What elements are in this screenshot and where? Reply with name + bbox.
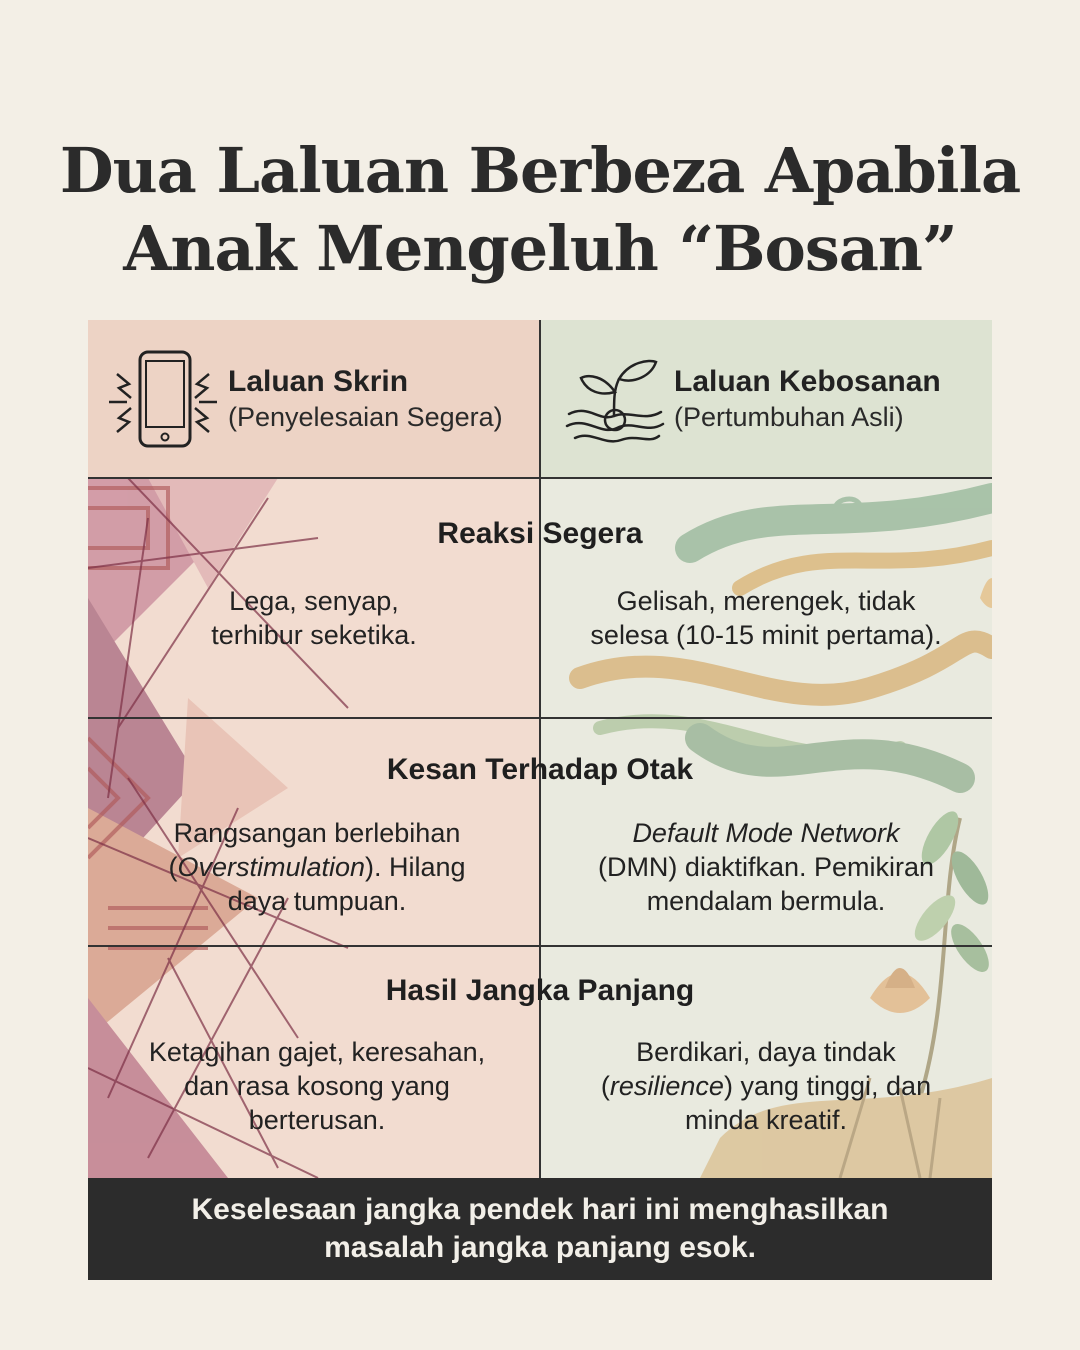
row-1-right-cell: Gelisah, merengek, tidak selesa (10-15 minit pertama).: [590, 586, 942, 650]
title-line-2: Anak Mengeluh “Bosan”: [123, 212, 957, 285]
smartphone-icon: [98, 339, 228, 459]
row-2-left-cell: Rangsangan berlebihan (Overstimulation). Hilang daya tumpuan.: [168, 818, 466, 916]
row-3-left-cell: Ketagihan gajet, keresahan, dan rasa kosong yang berterusan.: [148, 1037, 486, 1135]
right-column-subtitle: (Pertumbuhan Asli): [674, 402, 904, 432]
row-title-hasil-jangka-panjang: Hasil Jangka Panjang: [385, 974, 695, 1007]
row-1-left-cell: Lega, senyap, terhibur seketika.: [211, 586, 417, 650]
sprout-icon: [554, 339, 674, 459]
page-title: [0, 132, 1080, 288]
right-column-header: [554, 320, 992, 478]
title-line-1: Dua Laluan Berbeza Apabila: [59, 134, 1021, 207]
comparison-board: [88, 320, 992, 1178]
row-3-right-cell: Berdikari, daya tindak (resilience) yang tinggi, dan minda kreatif.: [600, 1037, 932, 1135]
footer-banner: [88, 1178, 992, 1280]
row-divider-1: [88, 717, 992, 719]
footer-line-2: masalah jangka panjang esok.: [324, 1231, 756, 1264]
row-2-right-cell: Default Mode Network (DMN) diaktifkan. Pemikiran mendalam bermula.: [597, 818, 935, 916]
row-divider-2: [88, 945, 992, 947]
left-column-subtitle: (Penyelesaian Segera): [228, 402, 503, 432]
left-column-header: [98, 320, 540, 478]
footer-line-1: Keselesaan jangka pendek hari ini menghasilkan: [191, 1193, 889, 1226]
left-column-title: Laluan Skrin: [228, 365, 409, 398]
row-title-reaksi-segera: Reaksi Segera: [437, 517, 643, 550]
row-title-kesan-otak: Kesan Terhadap Otak: [386, 753, 694, 786]
right-column-title: Laluan Kebosanan: [674, 365, 941, 398]
